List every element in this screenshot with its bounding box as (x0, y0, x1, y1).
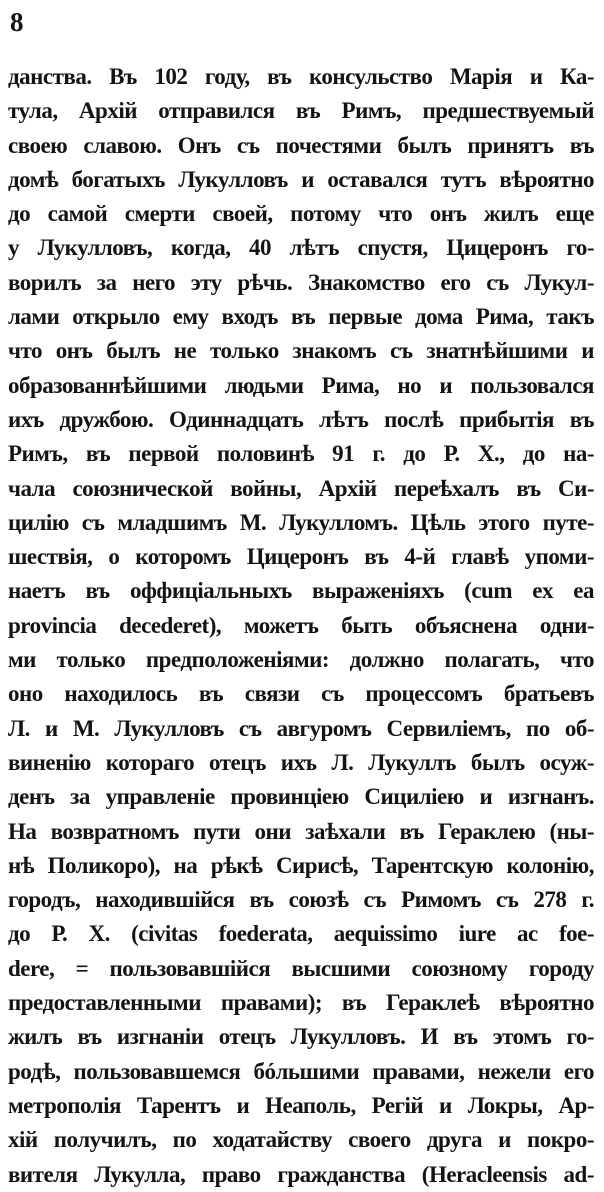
text-line: предоставленными правами); въ Гераклеѣ вѣроятно (8, 990, 594, 1016)
text-line: жилъ въ изгнаніи отецъ Лукулловъ. И въ этомъ го- (8, 1024, 594, 1050)
text-line: метрополія Тарентъ и Неаполь, Регій и Локры, Ар- (8, 1092, 594, 1118)
text-line: до самой смерти своей, потому что онъ жилъ еще (8, 201, 594, 227)
text-line: до Р. Х. (civitas foederata, aequissimo iure ac foe- (8, 921, 594, 947)
page-number: 8 (10, 7, 24, 37)
text-line: цилію съ младшимъ М. Лукулломъ. Цѣль этого путе- (8, 509, 594, 535)
text-line: виненію котораго отецъ ихъ Л. Лукуллъ былъ осуж- (8, 749, 594, 775)
text-line: городъ, находившійся въ союзѣ съ Римомъ съ 278 г. (8, 887, 594, 913)
text-line: На возвратномъ пути они заѣхали въ Гераклею (ны- (8, 818, 594, 844)
text-line: родѣ, пользовавшемся бóльшими правами, нежели его (8, 1058, 594, 1084)
text-line: тула, Архій отправился въ Римъ, предшествуемый (8, 98, 594, 124)
text-line: вителя Лукулла, право гражданства (Heracleensis ad- (8, 1161, 594, 1187)
text-line: данства. Въ 102 году, въ консульство Марія и Ка- (8, 64, 594, 89)
text-line: у Лукулловъ, когда, 40 лѣтъ спустя, Цицеронъ го- (8, 235, 594, 261)
text-line: шествія, о которомъ Цицеронъ въ 4-й главѣ упоми- (8, 544, 594, 570)
text-line: своею славою. Онъ съ почестями былъ принятъ въ (8, 132, 594, 158)
text-line: лами открыло ему входъ въ первые дома Рима, такъ (8, 304, 594, 330)
text-line: домѣ богатыхъ Лукулловъ и оставался тутъ вѣроятно (8, 166, 594, 192)
text-line: ми только предположеніями: должно полагать, что (8, 647, 594, 673)
text-line: образованнѣйшими людьми Рима, но и пользовался (8, 372, 594, 398)
text-line: денъ за управленіе провинціею Сициліею и изгнанъ. (8, 784, 594, 810)
text-line: оно находилось въ связи съ процессомъ братьевъ (8, 681, 594, 707)
text-line: нѣ Поликоро), на рѣкѣ Сирисѣ, Тарентскую колонію, (8, 852, 594, 878)
text-line: ворилъ за него эту рѣчь. Знакомство его съ Лукул- (8, 269, 594, 295)
text-line: Л. и М. Лукулловъ съ авгуромъ Сервиліемъ, по об- (8, 715, 594, 741)
text-line: чала союзнической войны, Архій переѣхалъ въ Си- (8, 475, 594, 501)
text-line: ихъ дружбою. Одиннадцать лѣтъ послѣ прибытія въ (8, 406, 594, 432)
text-line: provincia decederet), можетъ быть объяснена одни- (8, 612, 594, 638)
text-line: хій получилъ, по ходатайству своего друга и покро- (8, 1127, 594, 1153)
text-line: что онъ былъ не только знакомъ съ знатнѣйшими и (8, 338, 594, 364)
text-line: dere, = пользовавшійся высшими союзному городу (8, 955, 594, 981)
text-line: наетъ въ оффиціальныхъ выраженіяхъ (cum ex ea (8, 578, 594, 604)
text-line: Римъ, въ первой половинѣ 91 г. до Р. Х., до на- (8, 441, 594, 467)
body-text (8, 60, 594, 1192)
